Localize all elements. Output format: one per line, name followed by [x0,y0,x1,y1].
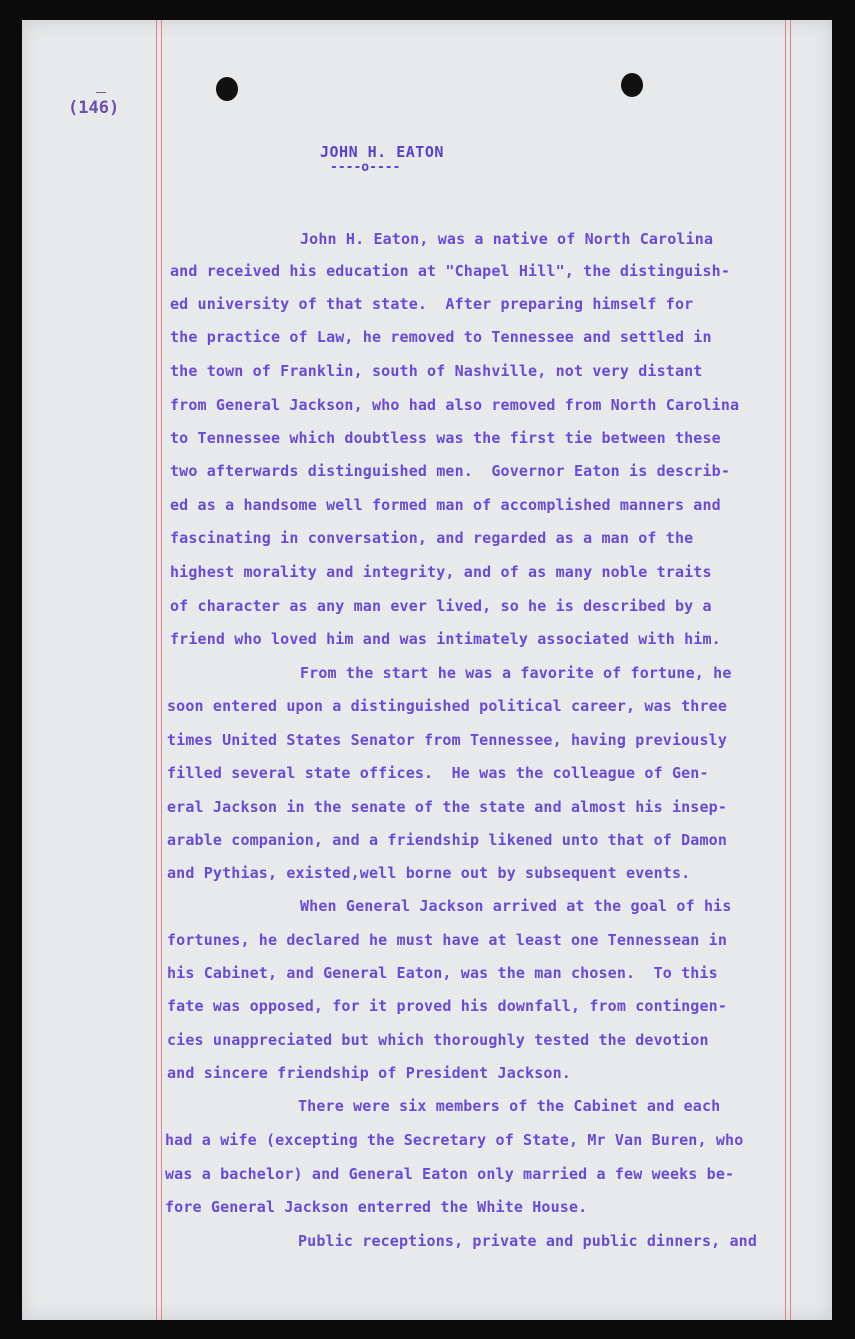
text-line: ed university of that state. After preparing himself for [170,295,694,313]
text-line: soon entered upon a distinguished political career, was three [167,697,728,715]
text-line: John H. Eaton, was a native of North Carolina [300,230,714,248]
text-line: eral Jackson in the senate of the state and almost his insep- [167,798,728,816]
text-line: and sincere friendship of President Jackson. [167,1064,571,1082]
text-line: friend who loved him and was intimately associated with him. [170,630,721,648]
text-line: two afterwards distinguished men. Governor Eaton is describ- [170,462,731,480]
text-line: of character as any man ever lived, so he is described by a [170,597,712,615]
text-line: Public receptions, private and public dinners, and [298,1232,758,1250]
text-line: fortunes, he declared he must have at least one Tennessean in [167,931,728,949]
text-line: There were six members of the Cabinet and each [298,1097,721,1115]
punch-hole-left [216,77,238,101]
text-line: and received his education at "Chapel Hill", the distinguish- [170,262,731,280]
text-line: from General Jackson, who had also removed from North Carolina [170,396,740,414]
page-number-value: 146 [78,98,109,118]
text-line: was a bachelor) and General Eaton only married a few weeks be- [165,1165,735,1183]
text-line: times United States Senator from Tennessee, having previously [167,731,728,749]
text-line: ed as a handsome well formed man of accomplished manners and [170,496,721,514]
text-line: the practice of Law, he removed to Tennessee and settled in [170,328,712,346]
right-margin-line-2 [790,20,791,1320]
text-line: filled several state offices. He was the colleague of Gen- [167,764,709,782]
text-line: fore General Jackson enterred the White House. [165,1198,588,1216]
text-line: and Pythias, existed,well borne out by subsequent events. [167,864,691,882]
text-line: had a wife (excepting the Secretary of State, Mr Van Buren, who [165,1131,744,1149]
punch-hole-right [621,73,643,97]
text-line: the town of Franklin, south of Nashville, not very distant [170,362,703,380]
text-line: highest morality and integrity, and of as many noble traits [170,563,712,581]
text-line: fate was opposed, for it proved his downfall, from contingen- [167,997,728,1015]
text-line: fascinating in conversation, and regarded as a man of the [170,529,694,547]
text-line: his Cabinet, and General Eaton, was the man chosen. To this [167,964,718,982]
text-line: to Tennessee which doubtless was the first tie between these [170,429,721,447]
title-divider: ----o---- [330,160,401,175]
text-line: arable companion, and a friendship likened unto that of Damon [167,831,728,849]
left-margin-line-2 [161,20,162,1320]
text-line: From the start he was a favorite of fortune, he [300,664,732,682]
text-line: When General Jackson arrived at the goal of his [300,897,732,915]
text-line: cies unappreciated but which thoroughly tested the devotion [167,1031,709,1049]
page-number: (146) [68,98,119,118]
left-margin-line [156,20,157,1320]
right-margin-line [785,20,786,1320]
page-title: JOHN H. EATON [320,143,444,161]
